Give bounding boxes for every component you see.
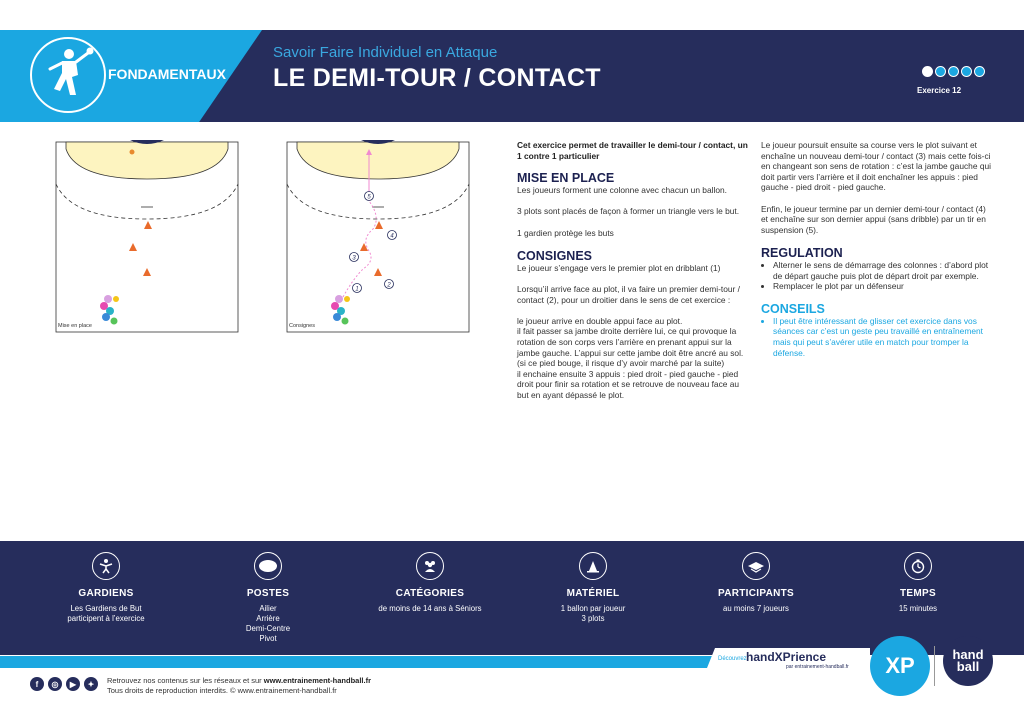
exercise-number: Exercice 12 xyxy=(917,86,962,95)
entrainement-handball-logo xyxy=(943,636,993,686)
difficulty-rating xyxy=(922,66,985,77)
regulation-heading: REGULATION xyxy=(761,245,843,260)
difficulty-ball-icon xyxy=(922,66,933,77)
logo-text-bottom: ball xyxy=(956,659,980,674)
handball-player-icon xyxy=(32,39,104,111)
step-marker-3: 3 xyxy=(352,255,356,262)
difficulty-ball-icon xyxy=(961,66,972,77)
youtube-icon[interactable]: ▶ xyxy=(66,677,80,691)
difficulty-ball-icon xyxy=(974,66,985,77)
footer-gardiens xyxy=(36,552,176,624)
footer-title: CATÉGORIES xyxy=(395,588,465,599)
consignes-heading: CONSIGNES xyxy=(517,248,593,263)
conseils-list xyxy=(761,316,995,358)
social-links xyxy=(30,677,98,691)
diagram-label: Mise en place xyxy=(58,323,92,329)
page-subtitle: Savoir Faire Individuel en Attaque xyxy=(273,44,498,61)
content-column-right xyxy=(761,140,995,368)
footer-title: PARTICIPANTS xyxy=(717,588,794,599)
paragraph: Le joueur s’engage vers le premier plot en dribblant (1) xyxy=(517,262,721,273)
footer-title: TEMPS xyxy=(900,588,936,599)
list-item: • Il peut être intéressant de glisser cet exercice dans vos séances car c’est un geste peu travaillé en entraînement mais qui peut s’avérer utile en match pour tromper la défense. xyxy=(773,316,995,358)
mise-en-place-heading: MISE EN PLACE xyxy=(517,171,615,186)
participants-icon xyxy=(742,552,770,580)
page-title: LE DEMI-TOUR / CONTACT xyxy=(273,64,601,92)
footer-value: 15 minutes xyxy=(898,604,938,613)
logo-text-top: hand xyxy=(952,647,984,662)
facebook-icon[interactable]: f xyxy=(30,677,44,691)
court-diagram-instructions xyxy=(283,139,473,339)
regulation-list xyxy=(761,260,995,292)
twitter-icon[interactable]: ✦ xyxy=(84,677,98,691)
handxprience-wordmark: handXPrience xyxy=(746,650,827,664)
footer-value: au moins 7 joueurs xyxy=(723,604,789,613)
footer-value: Les Gardiens de But participent à l’exercice xyxy=(67,604,145,623)
paragraph: Lorsqu’il arrive face au plot, il va faire un premier demi-tour / contact (2), pour un droitier dans le sens de cet exercice : xyxy=(517,283,740,305)
list-item: • Remplacer le plot par un défenseur xyxy=(773,281,995,292)
discover-label: Découvrez xyxy=(718,656,747,662)
diagram-label: Consignes xyxy=(289,323,315,329)
footer-value: 1 ballon par joueur 3 plots xyxy=(560,604,626,623)
website-link[interactable]: www.entrainement-handball.fr xyxy=(263,676,371,685)
footer-value: Ailier Arrière Demi-Centre Pivot xyxy=(245,604,291,643)
footer-categories xyxy=(360,552,500,614)
credits-line-1: Retrouvez nos contenus sur les réseaux et sur xyxy=(107,676,264,685)
footer-participants xyxy=(686,552,826,614)
goalkeeper-icon xyxy=(92,552,120,580)
stopwatch-icon xyxy=(904,552,932,580)
footer-title: POSTES xyxy=(246,588,290,599)
step-marker-5: 5 xyxy=(367,194,371,201)
paragraph: le joueur arrive en double appui face au plot. il fait passer sa jambe droite derrière lui, ce qui provoque la rotation de son corps vers l’arrière en prenant appui sur la jambe gauche. L’appui sur cette jambe doit être ancré au sol. (si ce pied bouge, il risque d’y avoir marché par la suite) il enchaine ensuite 3 appuis : pied droit - pied gauche - pied droit pour finir sa rotation et se retrouve de nouveau face au but en ayant dépassé le plot. xyxy=(517,315,744,400)
paragraph: Enfin, le joueur termine par un dernier demi-tour / contact (4) et enchaîne sur son dernier appui (sans dribble) par un tir en suspension (5). xyxy=(761,203,986,235)
logo-divider xyxy=(934,646,935,686)
footer-postes xyxy=(198,552,338,644)
category-label: FONDAMENTAUX xyxy=(108,66,226,82)
step-marker-4: 4 xyxy=(390,233,394,240)
footer-credits xyxy=(107,676,371,696)
paragraph: 3 plots sont placés de façon à former un triangle vers le but. xyxy=(517,206,740,217)
cone-icon xyxy=(579,552,607,580)
paragraph: Le joueur poursuit ensuite sa course vers le plot suivant et enchaîne un nouveau demi-tour / contact (3) mais cette fois-ci en changeant son sens de rotation : c’est la jambe gauche qui doit partir vers l’arrière et il doit enchaîner les appuis : pied gauche - pied droit - pied gauche. xyxy=(761,140,992,193)
instagram-icon[interactable]: ◎ xyxy=(48,677,62,691)
credits-line-2: Tous droits de reproduction interdits. © www.entrainement-handball.fr xyxy=(107,686,337,695)
ball-icon xyxy=(254,552,282,580)
paragraph: 1 gardien protège les buts xyxy=(517,227,614,238)
intro-text: Cet exercice permet de travailler le demi-tour / contact, un 1 contre 1 particulier xyxy=(517,140,748,161)
court-diagram-setup xyxy=(52,139,242,339)
step-marker-2: 2 xyxy=(387,282,391,289)
conseils-heading: CONSEILS xyxy=(761,301,825,316)
group-icon xyxy=(416,552,444,580)
footer-title: MATÉRIEL xyxy=(566,588,620,599)
player-logo xyxy=(30,37,106,113)
list-item: • Alterner le sens de démarrage des colonnes : d’abord plot de départ gauche puis plot de départ droit par exemple. xyxy=(773,260,995,281)
footer-title: GARDIENS xyxy=(78,588,134,599)
content-column-left xyxy=(517,140,752,411)
footer-temps xyxy=(848,552,988,614)
difficulty-ball-icon xyxy=(935,66,946,77)
footer-materiel xyxy=(523,552,663,624)
difficulty-ball-icon xyxy=(948,66,959,77)
footer-value: de moins de 14 ans à Séniors xyxy=(378,604,482,613)
handxprience-byline: par entrainement-handball.fr xyxy=(786,664,849,670)
step-marker-1: 1 xyxy=(355,286,359,293)
paragraph: Les joueurs forment une colonne avec chacun un ballon. xyxy=(517,185,727,196)
handxp-logo: XP xyxy=(870,636,930,696)
